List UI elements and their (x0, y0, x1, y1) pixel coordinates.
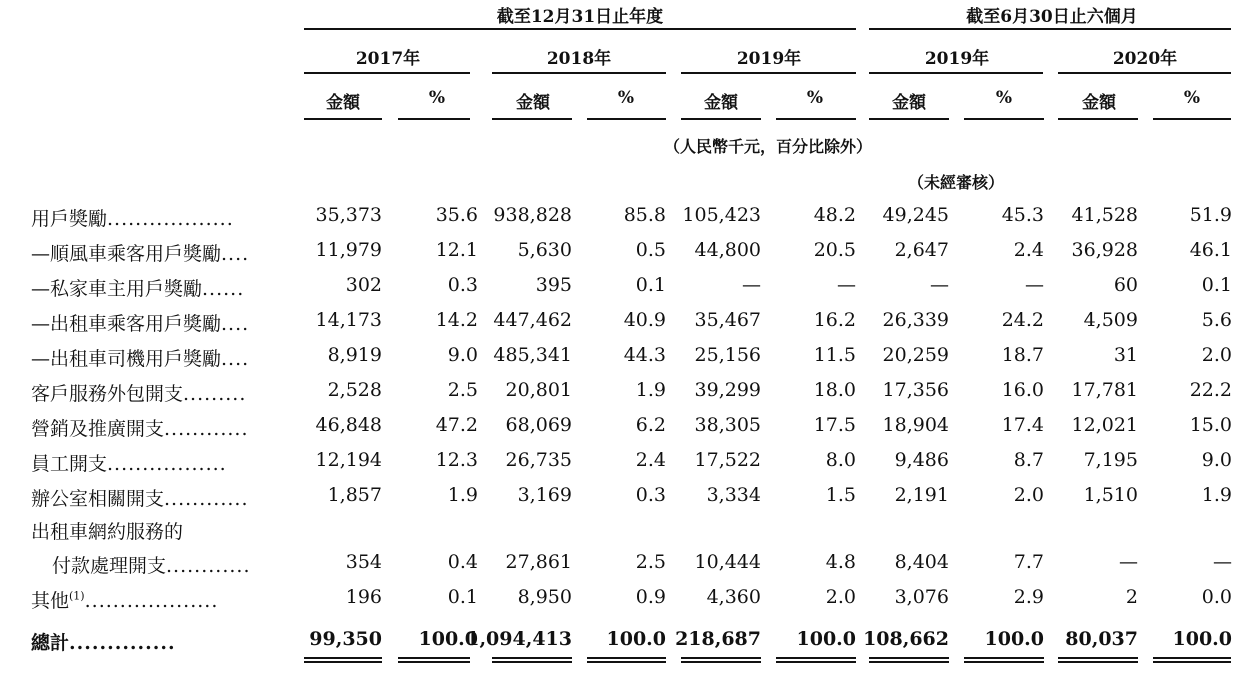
total-double-rule (1058, 657, 1138, 663)
year-header-2019-half: 2019年 (924, 49, 990, 69)
pct-cell: 22.2 (1189, 379, 1232, 401)
amount-cell: 2,528 (327, 379, 382, 401)
amount-cell: 9,486 (894, 449, 949, 471)
amount-cell: 196 (345, 586, 382, 608)
pct-cell: 51.9 (1189, 204, 1232, 226)
amount-header: 金額 (326, 93, 360, 113)
total-double-rule (492, 657, 572, 663)
row-label (31, 484, 249, 511)
pct-cell: 48.2 (813, 204, 856, 226)
pct-cell: 9.0 (1201, 449, 1232, 471)
row-label (31, 414, 249, 441)
pct-cell: 2.4 (1013, 239, 1044, 261)
unit-note: （人民幣千元，百分比除外） (663, 137, 873, 156)
leader-dots: .............. (69, 632, 176, 654)
total-double-rule (1153, 657, 1231, 663)
year-header-2020-half: 2020年 (1112, 49, 1178, 69)
row-label (31, 204, 234, 231)
row-label-text: 辦公室相關開支 (31, 488, 165, 510)
pct-cell: 44.3 (623, 344, 666, 366)
amount-cell: 17,781 (1071, 379, 1138, 401)
pct-cell: 2.0 (1201, 344, 1232, 366)
amount-cell: 108,662 (863, 628, 949, 650)
pct-cell: 1.9 (1201, 484, 1232, 506)
amount-cell: 20,259 (882, 344, 949, 366)
row-label-text: 用戶獎勵 (31, 208, 108, 230)
amount-cell: 11,979 (315, 239, 382, 261)
year-rule (869, 72, 1043, 74)
total-double-rule (398, 657, 470, 663)
year-header-2017: 2017年 (355, 49, 421, 69)
pct-cell: 2.5 (447, 379, 478, 401)
pct-cell: 4.8 (825, 551, 856, 573)
amount-cell: 105,423 (682, 204, 761, 226)
pct-cell: 16.2 (813, 309, 856, 331)
amount-cell: 395 (535, 274, 572, 296)
pct-cell: 100.0 (1172, 628, 1232, 650)
total-double-rule (776, 657, 856, 663)
pct-cell: 2.4 (635, 449, 666, 471)
total-double-rule (304, 657, 382, 663)
pct-cell: 0.3 (447, 274, 478, 296)
col-rule (869, 118, 949, 120)
group-header-half: 截至6月30日止六個月 (966, 7, 1138, 27)
amount-cell: 3,076 (894, 586, 949, 608)
pct-cell: 45.3 (1001, 204, 1044, 226)
pct-cell: 85.8 (623, 204, 666, 226)
pct-header: % (1183, 88, 1201, 108)
amount-cell: 12,021 (1071, 414, 1138, 436)
year-header-2018: 2018年 (546, 49, 612, 69)
amount-cell: 1,094,413 (466, 628, 572, 650)
pct-cell: 11.5 (813, 344, 856, 366)
col-rule (587, 118, 666, 120)
pct-cell: 0.1 (1201, 274, 1232, 296)
pct-cell: — (1025, 274, 1044, 296)
amount-cell: 26,339 (882, 309, 949, 331)
leader-dots: ......... (183, 383, 247, 405)
amount-cell: — (1119, 551, 1138, 573)
row-label-text: —出租車司機用戶獎勵 (31, 348, 222, 370)
group-rule-half (869, 28, 1231, 30)
amount-cell: 354 (345, 551, 382, 573)
amount-cell: 44,800 (694, 239, 761, 261)
year-rule (1058, 72, 1231, 74)
col-rule (964, 118, 1044, 120)
pct-cell: 0.9 (635, 586, 666, 608)
amount-cell: 485,341 (493, 344, 572, 366)
amount-cell: 2 (1125, 586, 1138, 608)
amount-cell: 41,528 (1071, 204, 1138, 226)
amount-cell: 218,687 (675, 628, 761, 650)
amount-cell: 46,848 (315, 414, 382, 436)
pct-cell: 2.5 (635, 551, 666, 573)
footnote-marker: (1) (69, 589, 85, 603)
pct-cell: 6.2 (635, 414, 666, 436)
unaudited-note: （未經審核） (907, 173, 1005, 192)
pct-cell: 100.0 (796, 628, 856, 650)
amount-cell: 49,245 (882, 204, 949, 226)
amount-cell: 1,857 (327, 484, 382, 506)
pct-cell: — (837, 274, 856, 296)
leader-dots: ............ (166, 555, 251, 577)
pct-cell: 17.4 (1001, 414, 1044, 436)
amount-header: 金額 (516, 93, 550, 113)
pct-cell: 20.5 (813, 239, 856, 261)
amount-cell: 27,861 (505, 551, 572, 573)
total-double-rule (587, 657, 666, 663)
pct-cell: 40.9 (623, 309, 666, 331)
col-rule (1153, 118, 1231, 120)
year-rule (304, 72, 470, 74)
col-rule (304, 118, 382, 120)
leader-dots: .... (221, 243, 250, 265)
row-label (31, 628, 176, 655)
amount-cell: 14,173 (315, 309, 382, 331)
amount-cell: 35,467 (694, 309, 761, 331)
amount-cell: 1,510 (1083, 484, 1138, 506)
amount-cell: 25,156 (694, 344, 761, 366)
pct-cell: 18.7 (1001, 344, 1044, 366)
pct-cell: 1.9 (635, 379, 666, 401)
amount-cell: 99,350 (309, 628, 382, 650)
total-double-rule (869, 657, 949, 663)
pct-cell: 1.9 (447, 484, 478, 506)
pct-header: % (428, 88, 446, 108)
row-label (31, 274, 244, 301)
amount-cell: 3,169 (517, 484, 572, 506)
amount-header: 金額 (892, 93, 926, 113)
pct-cell: 0.0 (1201, 586, 1232, 608)
leader-dots: ................. (107, 453, 227, 475)
amount-cell: 2,191 (894, 484, 949, 506)
row-label (31, 309, 249, 336)
row-label-text: 營銷及推廣開支 (31, 418, 165, 440)
pct-cell: 16.0 (1001, 379, 1044, 401)
year-header-2019: 2019年 (736, 49, 802, 69)
amount-header: 金額 (1082, 93, 1116, 113)
pct-cell: 17.5 (813, 414, 856, 436)
row-label-text: 員工開支 (31, 453, 108, 475)
amount-cell: 5,630 (517, 239, 572, 261)
pct-cell: 14.2 (435, 309, 478, 331)
pct-cell: 5.6 (1201, 309, 1232, 331)
pct-cell: 100.0 (984, 628, 1044, 650)
leader-dots: ...... (202, 278, 245, 300)
leader-dots: .... (221, 348, 250, 370)
pct-cell: 0.1 (447, 586, 478, 608)
amount-cell: 10,444 (694, 551, 761, 573)
amount-cell: 447,462 (493, 309, 572, 331)
pct-cell: 8.0 (825, 449, 856, 471)
pct-header: % (806, 88, 824, 108)
pct-cell: 46.1 (1189, 239, 1232, 261)
amount-cell: 938,828 (493, 204, 572, 226)
amount-cell: 80,037 (1065, 628, 1138, 650)
col-rule (398, 118, 470, 120)
group-rule-year (304, 28, 856, 30)
amount-cell: 68,069 (505, 414, 572, 436)
pct-cell: 8.7 (1013, 449, 1044, 471)
leader-dots: ............ (164, 418, 249, 440)
pct-cell: 2.9 (1013, 586, 1044, 608)
col-rule (681, 118, 761, 120)
pct-cell: 12.3 (435, 449, 478, 471)
amount-cell: 302 (345, 274, 382, 296)
row-label-text: —順風車乘客用戶獎勵 (31, 243, 222, 265)
row-label-text: 付款處理開支 (52, 555, 167, 577)
amount-cell: 17,522 (694, 449, 761, 471)
group-header-year: 截至12月31日止年度 (496, 7, 664, 27)
pct-cell: 7.7 (1013, 551, 1044, 573)
amount-cell: 8,919 (327, 344, 382, 366)
amount-cell: 2,647 (894, 239, 949, 261)
pct-cell: 35.6 (435, 204, 478, 226)
amount-header: 金額 (704, 93, 738, 113)
pct-cell: 0.3 (635, 484, 666, 506)
amount-cell: 4,509 (1083, 309, 1138, 331)
amount-cell: 7,195 (1083, 449, 1138, 471)
amount-cell: 8,950 (517, 586, 572, 608)
pct-cell: 15.0 (1189, 414, 1232, 436)
amount-cell: 18,904 (882, 414, 949, 436)
amount-cell: 3,334 (706, 484, 761, 506)
row-label-text: —私家車主用戶獎勵 (31, 278, 203, 300)
total-double-rule (964, 657, 1044, 663)
row-label (31, 379, 246, 406)
row-label-text: 出租車網約服務的 (31, 521, 184, 543)
leader-dots: ................... (84, 590, 219, 612)
row-label-text: 其他 (31, 590, 70, 612)
year-rule (492, 72, 666, 74)
amount-cell: 36,928 (1071, 239, 1138, 261)
amount-cell: 60 (1113, 274, 1138, 296)
pct-cell: 24.2 (1001, 309, 1044, 331)
pct-cell: 12.1 (435, 239, 478, 261)
pct-cell: 9.0 (447, 344, 478, 366)
row-label (31, 449, 227, 476)
leader-dots: ............ (164, 488, 249, 510)
pct-cell: — (1213, 551, 1232, 573)
amount-cell: 8,404 (894, 551, 949, 573)
amount-cell: 12,194 (315, 449, 382, 471)
pct-cell: 0.4 (447, 551, 478, 573)
amount-cell: 26,735 (505, 449, 572, 471)
row-label-text: —出租車乘客用戶獎勵 (31, 313, 222, 335)
pct-header: % (617, 88, 635, 108)
amount-cell: — (742, 274, 761, 296)
pct-cell: 2.0 (825, 586, 856, 608)
year-rule (681, 72, 856, 74)
amount-cell: 39,299 (694, 379, 761, 401)
amount-cell: 38,305 (694, 414, 761, 436)
leader-dots: .... (221, 313, 250, 335)
amount-cell: 17,356 (882, 379, 949, 401)
pct-cell: 47.2 (435, 414, 478, 436)
pct-cell: 0.5 (635, 239, 666, 261)
col-rule (1058, 118, 1138, 120)
row-label (31, 239, 249, 266)
col-rule (492, 118, 572, 120)
pct-cell: 100.0 (606, 628, 666, 650)
row-label (31, 586, 218, 613)
row-label-text: 客戶服務外包開支 (31, 383, 184, 405)
amount-cell: — (930, 274, 949, 296)
amount-cell: 20,801 (505, 379, 572, 401)
pct-cell: 1.5 (825, 484, 856, 506)
pct-cell: 18.0 (813, 379, 856, 401)
pct-cell: 0.1 (635, 274, 666, 296)
pct-header: % (995, 88, 1013, 108)
pct-cell: 2.0 (1013, 484, 1044, 506)
row-label (31, 344, 249, 371)
amount-cell: 4,360 (706, 586, 761, 608)
row-label (31, 517, 183, 544)
col-rule (776, 118, 856, 120)
row-label (52, 551, 251, 578)
total-double-rule (681, 657, 761, 663)
amount-cell: 31 (1113, 344, 1138, 366)
leader-dots: .................. (107, 208, 234, 230)
row-label-text: 總計 (31, 632, 70, 654)
pct-cell: 100.0 (418, 628, 478, 650)
amount-cell: 35,373 (315, 204, 382, 226)
